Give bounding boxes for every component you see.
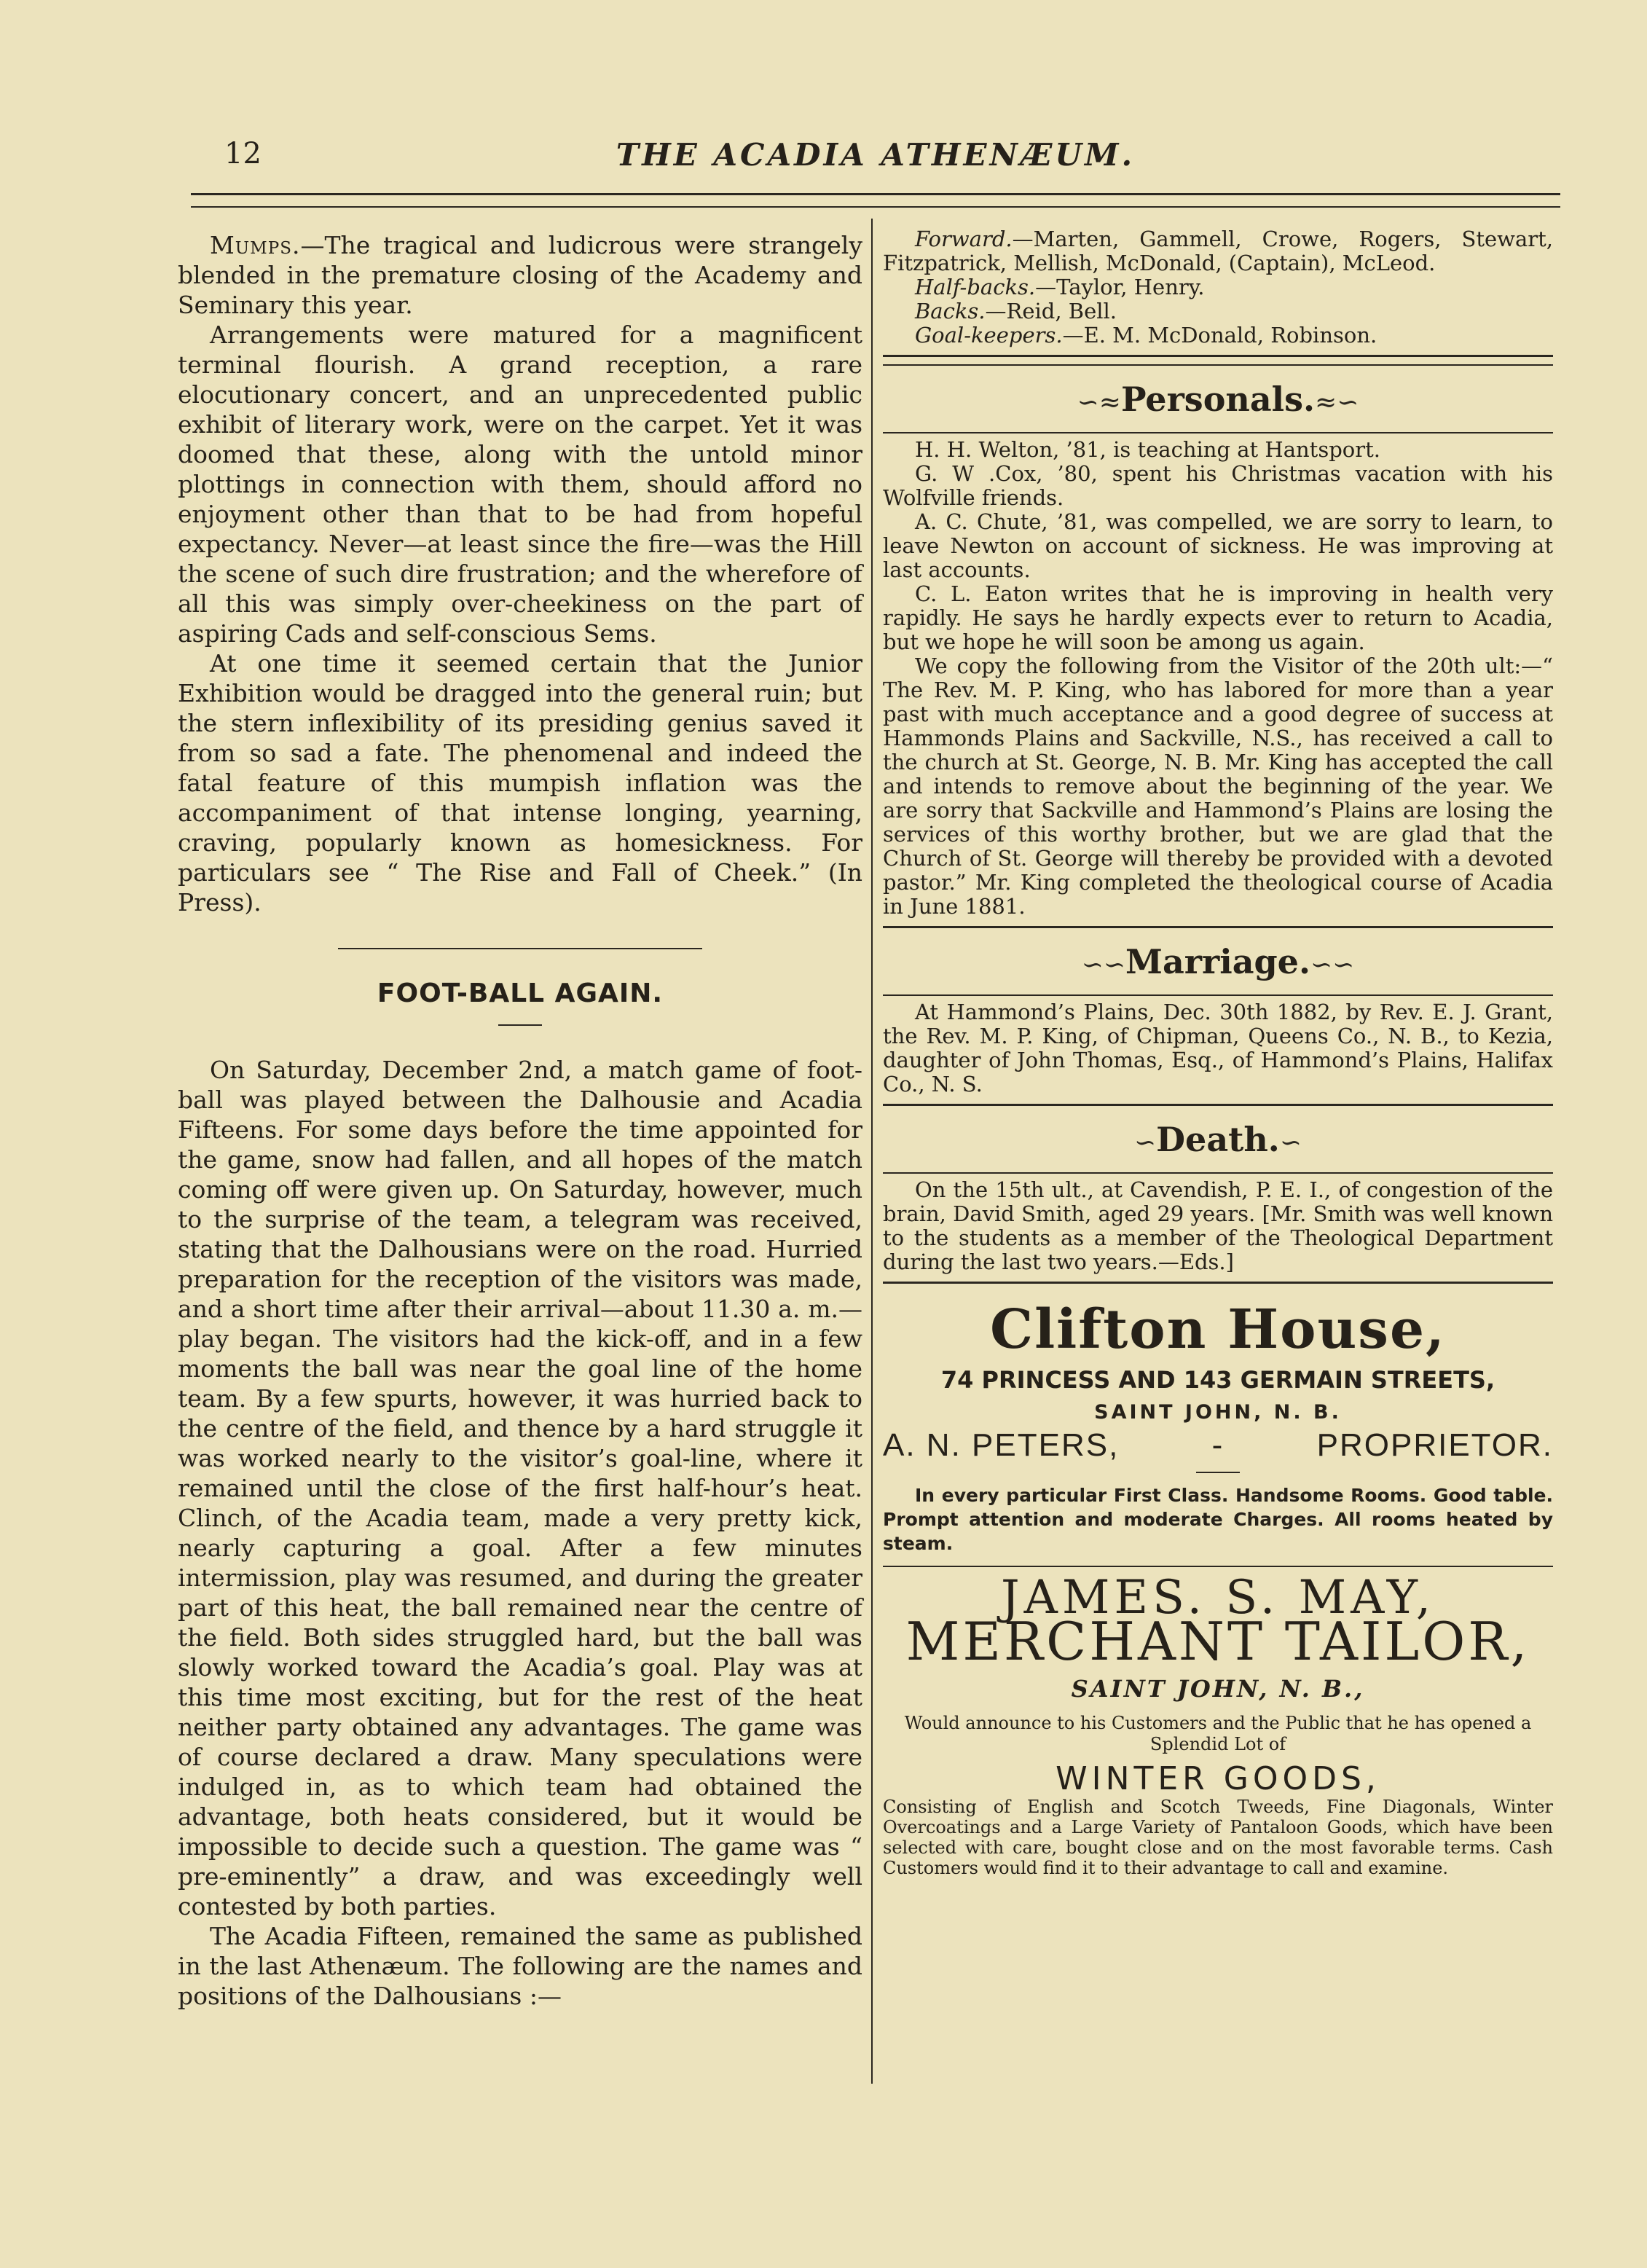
personal-item: G. W .Cox, ’80, spent his Christmas vacation with his Wolfville friends. (883, 461, 1553, 510)
ad-intro: Would announce to his Customers and the Public that he has opened a Splendid Lot of (904, 1713, 1532, 1754)
section-rule (883, 432, 1553, 433)
james-may-ad (883, 1571, 1553, 1878)
section-rule (883, 1104, 1553, 1106)
left-column (178, 230, 862, 2011)
ad-city: SAINT JOHN, N. B. (1094, 1401, 1342, 1424)
team-list-item: Backs.—Reid, Bell. (915, 299, 1117, 323)
section-rule (883, 926, 1553, 928)
death-notice: On the 15th ult., at Cavendish, P. E. I., of congestion of the brain, David Smith, aged 29 years. [Mr. Smith was well known to the students as a member of the Theological Department during the last two years.—Eds.] (883, 1177, 1553, 1274)
article-paragraph: At one time it seemed certain that the Junior Exhibition would be dragged into the general ruin; but the stern inflexibility of its presiding genius saved it from so sad a fate. The phenomenal and indeed the fatal feature of this mumpish inflation was the accompaniment of that intense longing, yearning, craving, popularly known as homesickness. For particulars see “ The Rise and Fall of Cheek.” (In Press). (178, 649, 862, 917)
clifton-house-ad (883, 1297, 1553, 1567)
page-number: 12 (224, 137, 262, 170)
marriage-heading: Marriage. (1125, 942, 1310, 981)
heading-rule (498, 1024, 542, 1026)
ad-address: 74 PRINCESS AND 143 GERMAIN STREETS, (940, 1366, 1495, 1394)
proprietor-dash: - (1211, 1427, 1225, 1463)
header-rule (191, 206, 1560, 208)
personals-heading: Personals. (1120, 380, 1316, 419)
article-paragraph: On Saturday, December 2nd, a match game of foot-ball was played between the Dalhousie and Acadia Fifteens. For some days before the time appointed for the game, snow had fallen, and all hopes of the match coming off were given up. On Saturday, however, much to the surprise of the team, a telegram was received, stating that the Dalhousians were on the road. Hurried preparation for the reception of the visitors was made, and a short time after their arrival—about 11.30 a. m.—play began. The visitors had the kick-off, and in a few moments the ball was near the goal line of the home team. By a few spurts, however, it was hurried back to the centre of the field, and thence by a hard struggle it was worked nearly to the visitor’s goal-line, where it remained until the close of the first half-hour’s heat. Clinch, of the Acadia team, made a very pretty kick, nearly capturing a goal. After a few minutes intermission, play was resumed, and during the greater part of this heat, the ball remained near the centre of the field. Both sides struggled hard, but the ball was slowly worked toward the Acadia’s goal. Play was at this time most exciting, but for the rest of the heat neither party obtained any advantages. The game was of course declared a draw. Many speculations were indulged in, as to which team had obtained the advantage, both heats considered, but it would be impossible to decide such a question. The game was “ pre-eminently” a draw, and was exceedingly well contested by both parties. (178, 1056, 862, 1920)
ad-description: Consisting of English and Scotch Tweeds, Fine Diagonals, Winter Overcoatings and a Large Variety of Pantaloon Goods, which have been selected with care, bought close and on the most favorable terms. Cash Customers would find it to their advantage to call and examine. (883, 1797, 1553, 1878)
article-paragraph: Arrangements were matured for a magnificent terminal flourish. A grand reception, a rare elocutionary concert, and an unprecedented public exhibit of literary work, were on the carpet. Yet it was doomed that these, along with the untold minor plottings in connection with them, should afford no enjoyment other than that to be had from hopeful expectancy. Never—at least since the fire—was the Hill the scene of such dire frustration; and the wherefore of all this was simply over-cheekiness on the part of aspiring Cads and self-conscious Sems. (178, 321, 862, 648)
ad-rule (883, 1566, 1553, 1567)
personal-item: H. H. Welton, ’81, is teaching at Hantsport. (915, 437, 1380, 462)
header-rule (191, 193, 1560, 195)
ad-rule (1196, 1472, 1240, 1473)
flourish-right-icon: ∽ (1279, 1128, 1302, 1158)
column-divider (871, 219, 873, 2084)
ad-tailor-trade: MERCHANT TAILOR, (905, 1611, 1530, 1672)
ad-description: In every particular First Class. Handsome Rooms. Good table. Prompt attention and moderate Charges. All rooms heated by steam. (883, 1485, 1553, 1554)
flourish-left-icon: ∽ (1133, 1128, 1157, 1158)
marriage-banner (883, 940, 1553, 987)
running-title: THE ACADIA ATHENÆUM. (616, 137, 1136, 173)
ad-city: SAINT JOHN, N. B., (1071, 1675, 1365, 1703)
article-paragraph: The Acadia Fifteen, remained the same as published in the last Athenæum. The following are the names and positions of the Dalhousians :— (178, 1922, 862, 2010)
mumps-heading: Mumps. (210, 231, 301, 259)
football-heading: FOOT-BALL AGAIN. (377, 978, 664, 1008)
section-rule (883, 1172, 1553, 1174)
section-rule (883, 364, 1553, 366)
ad-goods: WINTER GOODS, (1056, 1760, 1380, 1797)
team-list-item: Goal-keepers.—E. M. McDonald, Robinson. (915, 323, 1377, 348)
marriage-notice: At Hammond’s Plains, Dec. 30th 1882, by Rev. E. J. Grant, the Rev. M. P. King, of Chipman, Queens Co., N. B., to Kezia, daughter of John Thomas, Esq., of Hammond’s Plains, Halifax Co., N. S. (883, 1000, 1553, 1096)
mumps-paragraph: Mumps.—The tragical and ludicrous were strangely blended in the premature closing of the Academy and Seminary this year. (178, 231, 862, 319)
flourish-right-icon: ≈∽ (1315, 388, 1359, 417)
section-rule (883, 994, 1553, 996)
team-list-item: Half-backs.—Taylor, Henry. (915, 275, 1205, 299)
ad-tailor-name: JAMES. S. MAY, (1000, 1571, 1436, 1625)
page-header (191, 137, 1560, 181)
right-column (883, 227, 1553, 1878)
proprietor-title: PROPRIETOR. (1316, 1427, 1553, 1463)
ad-proprietor-line (883, 1427, 1553, 1463)
personal-item: C. L. Eaton writes that he is improving in health very rapidly. He says he hardly expects ever to return to Acadia, but we hope he will soon be among us again. (883, 581, 1553, 654)
team-list-item: Forward.—Marten, Gammell, Crowe, Rogers, Stewart, Fitzpatrick, Mellish, McDonald, (Captain), McLeod. (883, 227, 1553, 275)
section-rule (883, 355, 1553, 357)
proprietor-name: A. N. PETERS, (883, 1427, 1120, 1463)
section-rule (338, 948, 702, 949)
flourish-left-icon: ∽≈ (1077, 388, 1121, 417)
personal-item: We copy the following from the Visitor of the 20th ult:—“ The Rev. M. P. King, who has labored for more than a year past with much acceptance and a good degree of success at Hammonds Plains and Sackville, N.S., has received a call to the church at St. George, N. B. Mr. King has accepted the call and intends to remove about the beginning of the year. We are sorry that Sackville and Hammond’s Plains are losing the services of this worthy brother, but we are glad that the Church of St. George will thereby be provided with a devoted pastor.” Mr. King completed the theological course of Acadia in June 1881. (883, 654, 1553, 919)
ad-title: Clifton House, (990, 1298, 1446, 1361)
flourish-left-icon: ∽∽ (1081, 950, 1126, 980)
death-heading: Death. (1156, 1120, 1280, 1159)
personals-banner (883, 377, 1553, 425)
personal-item: A. C. Chute, ’81, was compelled, we are sorry to learn, to leave Newton on account of sickness. He was improving at last accounts. (883, 509, 1553, 582)
section-rule (883, 1282, 1553, 1284)
death-banner (883, 1118, 1553, 1165)
flourish-right-icon: ∽∽ (1310, 950, 1355, 980)
